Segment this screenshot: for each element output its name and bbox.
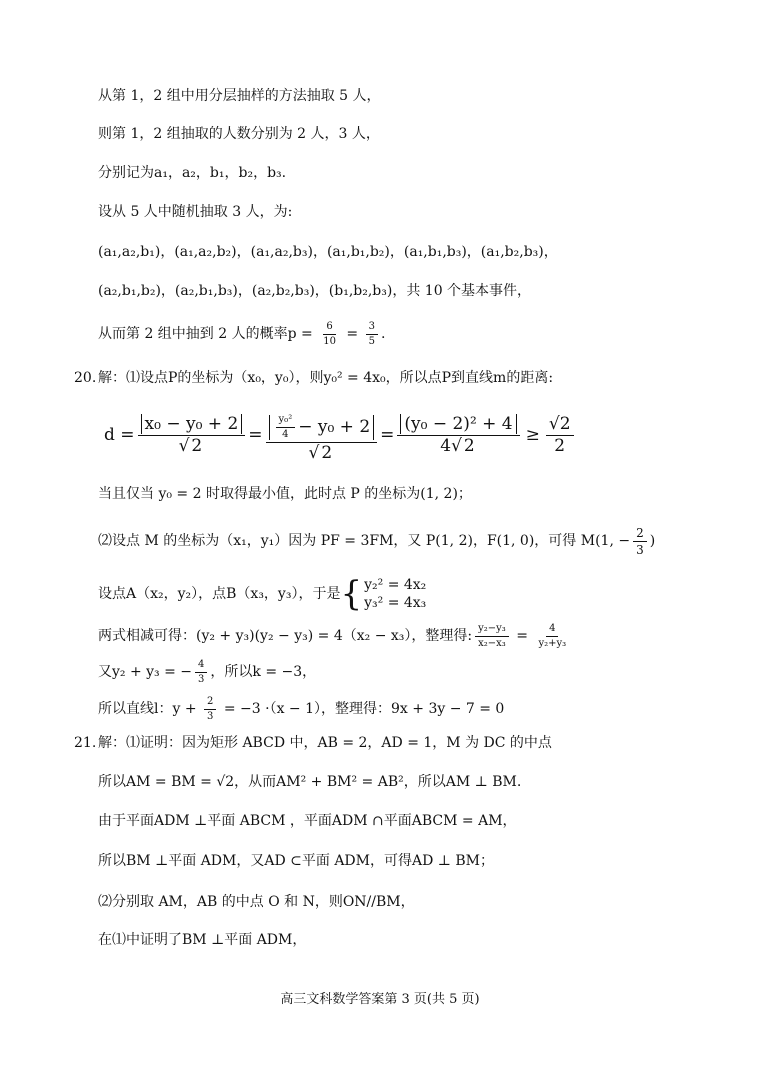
text-line: (a₂,b₁,b₂)，(a₂,b₁,b₃)，(a₂,b₂,b₃)，(b₁,b₂,b₃)，共 10 个基本事件， <box>98 283 532 299</box>
equals: = <box>341 326 363 342</box>
fraction <box>266 409 378 462</box>
radicand: 2 <box>463 435 475 456</box>
text-line: (a₁,a₂,b₁)，(a₁,a₂,b₂)，(a₁,a₂,b₃)，(a₁,b₁,b₂)，(a₁,b₁,b₃)，(a₁,b₂,b₃)， <box>98 244 558 260</box>
numerator: 6 <box>323 322 335 335</box>
sqrt: √ 2 <box>308 442 333 463</box>
text: 从而第 2 组中抽到 2 人的概率p = <box>98 326 318 342</box>
text-line: 所以BM ⊥平面 ADM，又AD ⊂平面 ADM，可得AD ⊥ BM； <box>98 853 495 869</box>
denominator: 4 <box>282 428 289 440</box>
text-line: ⑵分别取 AM，AB 的中点 O 和 N，则ON//BM， <box>98 894 415 910</box>
fraction <box>546 413 574 456</box>
text-line: 设从 5 人中随机抽取 3 人，为: <box>98 204 293 220</box>
text: ，所以k = −3， <box>210 664 317 680</box>
fraction <box>535 624 569 649</box>
equation: y₃² = 4x₃ <box>364 595 427 611</box>
denominator: 3 <box>207 710 214 722</box>
denominator: y₂+y₃ <box>538 637 567 649</box>
equals: = <box>511 628 533 644</box>
numerator <box>138 413 246 436</box>
fraction <box>195 660 207 685</box>
denominator: 5 <box>368 335 375 347</box>
text: 设点A（x₂，y₂），点B（x₃，y₃），于是 <box>98 586 341 602</box>
equation-system <box>340 576 426 612</box>
text: d = <box>104 425 135 445</box>
denominator: x₂−x₃ <box>478 637 506 649</box>
text-line: 从第 1，2 组中用分层抽样的方法抽取 5 人， <box>98 88 381 104</box>
text: 所以直线l：y + <box>98 701 202 717</box>
text-line: 解：⑴证明：因为矩形 ABCD 中，AB = 2，AD = 1，M 为 DC 的中点 <box>98 735 552 751</box>
text: ) <box>649 533 656 549</box>
question-number: 20. <box>74 370 97 386</box>
fraction <box>397 413 519 456</box>
numerator: y₀² <box>276 415 296 428</box>
denominator: 10 <box>323 335 336 347</box>
fraction <box>276 415 296 440</box>
sqrt: √ 2 <box>451 435 475 456</box>
fraction <box>633 527 647 556</box>
equals: = <box>380 425 395 445</box>
denominator: 3 <box>198 673 205 685</box>
numerator <box>397 413 519 436</box>
numerator: y₂−y₃ <box>475 624 509 637</box>
text-line: 由于平面ADM ⊥平面 ABCM ，平面ADM ∩平面ABCM = AM， <box>98 813 517 829</box>
fraction <box>366 322 378 347</box>
ge-sign: ≥ <box>525 425 540 445</box>
page-footer: 高三文科数学答案第 3 页(共 5 页) <box>280 992 480 1007</box>
text-line: 所以AM = BM = √2，从而AM² + BM² = AB²，所以AM ⊥ BM. <box>98 774 522 790</box>
abs-value: x₀ − y₀ + 2 <box>141 414 243 434</box>
fraction <box>138 413 246 456</box>
denominator: 3 <box>636 542 644 557</box>
numerator: 3 <box>366 322 378 335</box>
text-line: 分别记为a₁，a₂，b₁，b₂，b₃. <box>98 165 287 181</box>
text: − y₀ + 2 <box>298 416 371 437</box>
coefficient: 4 <box>440 435 452 456</box>
numerator <box>266 409 378 443</box>
numerator: √2 <box>546 416 574 436</box>
equals: = <box>248 425 263 445</box>
text-line <box>98 622 572 650</box>
text: 又y₂ + y₃ = − <box>98 664 193 680</box>
denominator <box>437 436 480 455</box>
text-line: 解：⑴设点P的坐标为（x₀，y₀），则y₀² = 4x₀，所以点P到直线m的距离: <box>98 370 554 386</box>
denominator <box>306 443 338 462</box>
text: = −3 ·（x − 1），整理得：9x + 3y − 7 = 0 <box>219 701 505 717</box>
text: . <box>380 326 386 342</box>
radicand: 2 <box>191 435 203 456</box>
text-line: 当且仅当 y₀ = 2 时取得最小值，此时点 P 的坐标为(1, 2)； <box>98 486 472 502</box>
text-line <box>98 526 655 556</box>
fraction <box>320 322 339 347</box>
denominator <box>176 436 208 455</box>
text: ⑵设点 M 的坐标为（x₁，y₁）因为 PF = 3FM，又 P(1, 2)，F(1, 0)，可得 M(1, − <box>98 533 631 549</box>
numerator: 2 <box>633 527 647 542</box>
distance-formula <box>104 402 577 468</box>
probability-line <box>98 320 385 348</box>
system-line <box>98 574 426 614</box>
text-line: 在⑴中证明了BM ⊥平面 ADM， <box>98 932 307 948</box>
text-line <box>98 695 504 723</box>
numerator: 4 <box>195 660 207 673</box>
denominator: 2 <box>554 435 566 456</box>
question-number: 21. <box>74 735 97 751</box>
sqrt: √ 2 <box>178 435 203 456</box>
brace-icon: { <box>340 574 363 614</box>
equation: y₂² = 4x₂ <box>364 577 427 593</box>
radicand: 2 <box>321 442 333 463</box>
text-line: 则第 1，2 组抽取的人数分别为 2 人，3 人， <box>98 126 380 142</box>
fraction <box>204 697 216 722</box>
text-line <box>98 658 316 686</box>
text: 两式相减可得：(y₂ + y₃)(y₂ − y₃) = 4（x₂ − x₃），整理得: <box>98 628 473 644</box>
system-rows <box>364 576 426 612</box>
abs-value: (y₀ − 2)² + 4 <box>400 414 516 434</box>
numerator: 4 <box>546 624 558 637</box>
abs-value <box>269 415 375 440</box>
numerator: 2 <box>204 697 216 710</box>
fraction <box>475 624 509 649</box>
